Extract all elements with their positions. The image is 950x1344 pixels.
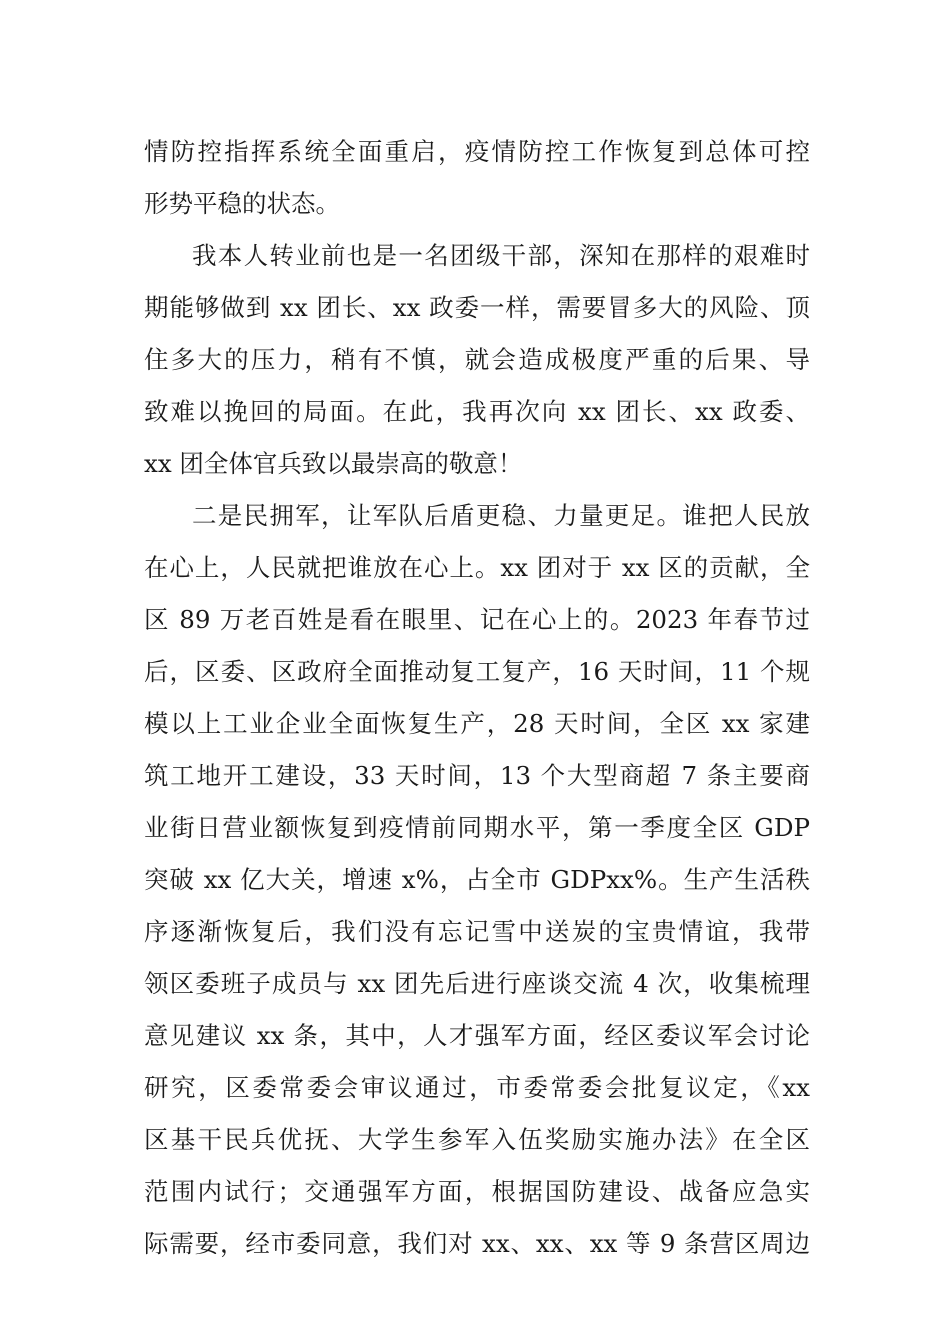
paragraph-1 <box>144 126 810 230</box>
text-line: 业街日营业额恢复到疫情前同期水平，第一季度全区 GDP <box>144 813 810 842</box>
text-line: xx 团全体官兵致以最崇高的敬意！ <box>144 449 523 478</box>
text-line: 范围内试行；交通强军方面，根据国防建设、战备应急实 <box>144 1177 810 1206</box>
text-line: 序逐渐恢复后，我们没有忘记雪中送炭的宝贵情谊，我带 <box>144 917 810 946</box>
text-line: 区基干民兵优抚、大学生参军入伍奖励实施办法》在全区 <box>144 1125 810 1154</box>
text-line: 研究，区委常委会审议通过，市委常委会批复议定，《xx <box>144 1073 810 1102</box>
text-line: 后，区委、区政府全面推动复工复产，16 天时间，11 个规 <box>144 657 810 686</box>
paragraph-2 <box>144 230 810 490</box>
text-line: 区 89 万老百姓是看在眼里、记在心上的。2023 年春节过 <box>144 605 810 634</box>
document-body <box>144 126 810 1270</box>
paragraph-3 <box>144 490 810 1270</box>
text-line: 期能够做到 xx 团长、xx 政委一样，需要冒多大的风险、顶 <box>144 293 810 322</box>
text-line: 致难以挽回的局面。在此，我再次向 xx 团长、xx 政委、 <box>144 397 810 426</box>
text-line: 意见建议 xx 条，其中，人才强军方面，经区委议军会讨论 <box>144 1021 810 1050</box>
text-line: 模以上工业企业全面恢复生产，28 天时间，全区 xx 家建 <box>144 709 810 738</box>
text-line: 二是民拥军，让军队后盾更稳、力量更足。谁把人民放 <box>192 501 810 530</box>
text-line: 筑工地开工建设，33 天时间，13 个大型商超 7 条主要商 <box>144 761 810 790</box>
text-line: 情防控指挥系统全面重启，疫情防控工作恢复到总体可控 <box>144 137 810 166</box>
text-line: 住多大的压力，稍有不慎，就会造成极度严重的后果、导 <box>144 345 810 374</box>
text-line: 际需要，经市委同意，我们对 xx、xx、xx 等 9 条营区周边 <box>144 1229 810 1258</box>
text-line: 突破 xx 亿大关，增速 x%，占全市 GDPxx%。生产生活秩 <box>144 865 810 894</box>
text-line: 形势平稳的状态。 <box>144 189 340 218</box>
text-line: 领区委班子成员与 xx 团先后进行座谈交流 4 次，收集梳理 <box>144 969 810 998</box>
text-line: 我本人转业前也是一名团级干部，深知在那样的艰难时 <box>192 241 810 270</box>
text-line: 在心上，人民就把谁放在心上。xx 团对于 xx 区的贡献，全 <box>144 553 810 582</box>
